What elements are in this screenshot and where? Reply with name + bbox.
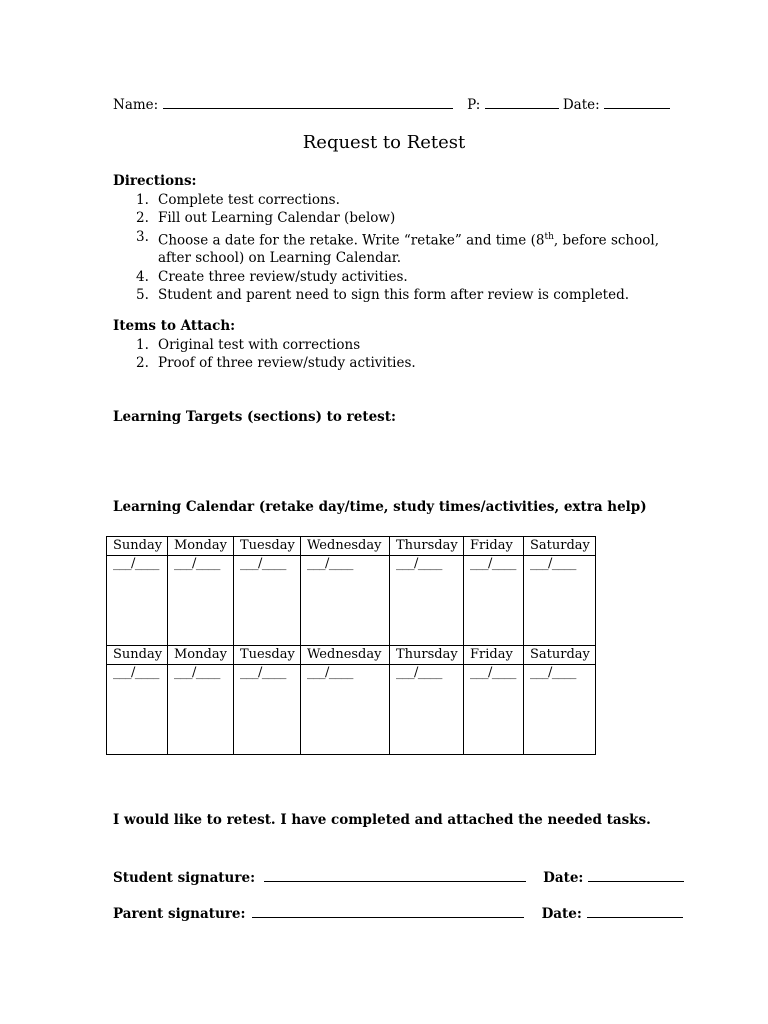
name-field[interactable] [163,94,453,109]
calendar-cell[interactable]: ___/____ [168,665,234,755]
day-header: Tuesday [234,537,301,556]
day-header: Thursday [390,646,464,665]
header-row [113,94,670,113]
parent-date-label: Date: [541,906,582,922]
parent-signature-field[interactable] [252,903,524,918]
calendar-cell[interactable]: ___/____ [168,556,234,646]
day-header: Sunday [107,646,168,665]
attach-list [113,336,416,373]
calendar-cell[interactable]: ___/____ [390,665,464,755]
calendar-header-row [107,646,596,665]
date-field[interactable] [604,94,670,109]
parent-signature-label: Parent signature: [113,906,246,922]
calendar-cell[interactable]: ___/____ [107,556,168,646]
calendar-cell[interactable]: ___/____ [524,556,596,646]
learning-targets-label: Learning Targets (sections) to retest: [113,409,396,425]
period-field[interactable] [485,94,559,109]
student-signature-label: Student signature: [113,870,256,886]
student-date-label: Date: [543,870,584,886]
period-label: P: [467,97,481,113]
calendar-cell[interactable]: ___/____ [524,665,596,755]
day-header: Monday [168,537,234,556]
day-header: Saturday [524,537,596,556]
list-item: 3. Choose a date for the retake. Write “retake” and time (8th, before school, after school) on Learning Calendar. [136,228,659,267]
calendar-cell[interactable]: ___/____ [390,556,464,646]
calendar-header-row [107,537,596,556]
calendar-cell[interactable]: ___/____ [234,556,301,646]
day-header: Friday [464,646,524,665]
day-header: Saturday [524,646,596,665]
parent-date-field[interactable] [587,903,683,918]
calendar-cell[interactable]: ___/____ [107,665,168,755]
day-header: Friday [464,537,524,556]
student-signature-field[interactable] [264,867,526,882]
student-signature-row [113,867,684,886]
calendar-cell[interactable]: ___/____ [301,665,390,755]
name-label: Name: [113,97,159,113]
day-header: Monday [168,646,234,665]
calendar-cell[interactable]: ___/____ [464,665,524,755]
parent-signature-row [113,903,683,922]
list-item: 5. Student and parent need to sign this form after review is completed. [136,286,630,303]
day-header: Wednesday [301,646,390,665]
calendar-cell[interactable]: ___/____ [301,556,390,646]
list-item: 1. Original test with corrections [136,337,361,353]
student-date-field[interactable] [588,867,684,882]
learning-calendar [106,536,596,755]
calendar-week-row [107,556,596,646]
day-header: Sunday [107,537,168,556]
calendar-week-row [107,665,596,755]
day-header: Tuesday [234,646,301,665]
calendar-heading: Learning Calendar (retake day/time, study times/activities, extra help) [113,499,647,515]
page-title: Request to Retest [302,132,466,153]
list-item: 2. Fill out Learning Calendar (below) [136,210,396,227]
day-header: Thursday [390,537,464,556]
calendar-cell[interactable]: ___/____ [234,665,301,755]
directions-heading: Directions: [113,173,197,189]
directions-list [113,191,659,304]
date-label: Date: [562,97,600,113]
list-item: 4. Create three review/study activities. [136,268,408,285]
calendar-cell[interactable]: ___/____ [464,556,524,646]
day-header: Wednesday [301,537,390,556]
list-item: 2. Proof of three review/study activities. [136,355,416,372]
list-item: 1. Complete test corrections. [136,192,340,208]
attach-heading: Items to Attach: [113,318,236,334]
retest-statement: I would like to retest. I have completed and attached the needed tasks. [113,812,651,828]
